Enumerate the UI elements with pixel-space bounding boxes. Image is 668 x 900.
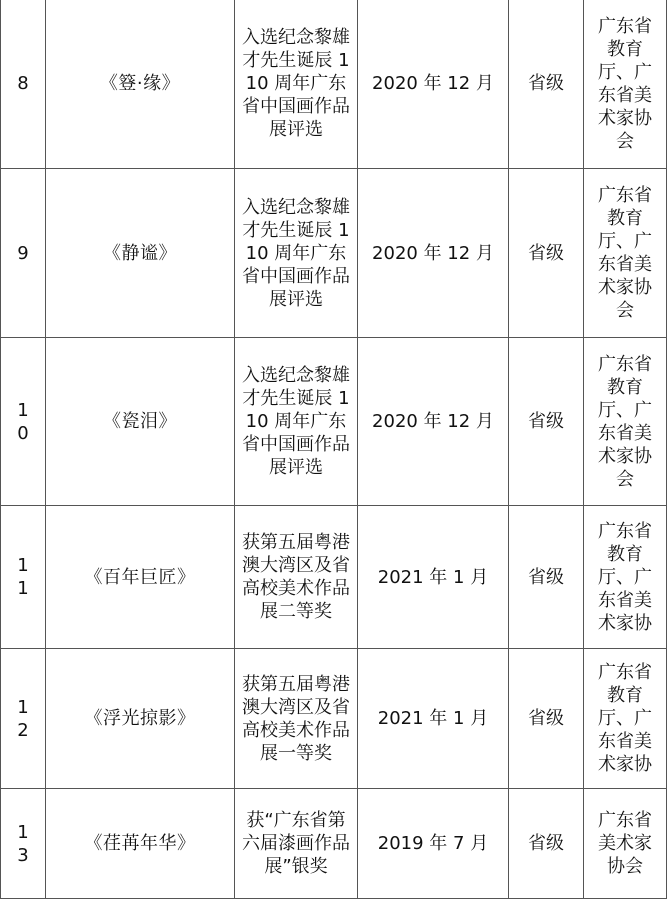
date-cell bbox=[358, 789, 509, 899]
work-title-cell bbox=[46, 506, 235, 649]
award-cell bbox=[235, 789, 358, 899]
organizer-cell bbox=[584, 169, 667, 338]
work-title: 《浮光掠影》 bbox=[84, 708, 196, 729]
row-number: 12 bbox=[17, 696, 29, 741]
row-number-cell bbox=[1, 169, 46, 338]
organizer-cell bbox=[584, 0, 667, 169]
level-cell bbox=[509, 506, 584, 649]
award-level: 省级 bbox=[528, 411, 564, 432]
award-date: 2020 年 12 月 bbox=[372, 242, 494, 264]
award-text: 获“广东省第六届漆画作品展”银奖 bbox=[242, 810, 350, 877]
level-cell bbox=[509, 338, 584, 506]
organizer-cell bbox=[584, 506, 667, 649]
organizer: 广东省教育厅、广东省美术家协会 bbox=[598, 15, 652, 152]
organizer: 广东省教育厅、广东省美术家协 bbox=[598, 662, 652, 775]
award-cell bbox=[235, 506, 358, 649]
award-level: 省级 bbox=[528, 833, 564, 854]
award-date: 2021 年 1 月 bbox=[377, 566, 489, 588]
row-number: 10 bbox=[17, 399, 29, 444]
work-title-cell bbox=[46, 338, 235, 506]
award-date: 2020 年 12 月 bbox=[372, 73, 494, 94]
award-text: 入选纪念黎雄才先生诞辰 110 周年广东省中国画作品展评选 bbox=[242, 365, 350, 478]
award-text: 入选纪念黎雄才先生诞辰 110 周年广东省中国画作品展评选 bbox=[242, 196, 350, 310]
award-date: 2020 年 12 月 bbox=[372, 411, 494, 432]
award-cell bbox=[235, 338, 358, 506]
award-level: 省级 bbox=[528, 242, 564, 264]
award-text: 获第五届粤港澳大湾区及省高校美术作品展一等奖 bbox=[242, 673, 350, 764]
work-title-cell bbox=[46, 649, 235, 789]
level-cell bbox=[509, 649, 584, 789]
organizer: 广东省美术家协会 bbox=[598, 810, 652, 877]
row-number: 9 bbox=[17, 242, 29, 264]
date-cell bbox=[358, 649, 509, 789]
award-cell bbox=[235, 169, 358, 338]
award-cell bbox=[235, 649, 358, 789]
organizer: 广东省教育厅、广东省美术家协会 bbox=[598, 185, 652, 321]
level-cell bbox=[509, 169, 584, 338]
row-number-cell bbox=[1, 506, 46, 649]
row-number-cell bbox=[1, 649, 46, 789]
organizer-cell bbox=[584, 338, 667, 506]
row-number-cell bbox=[1, 0, 46, 169]
organizer-cell bbox=[584, 649, 667, 789]
level-cell bbox=[509, 789, 584, 899]
date-cell bbox=[358, 0, 509, 169]
table-row bbox=[1, 169, 667, 338]
organizer: 广东省教育厅、广东省美术家协会 bbox=[598, 353, 652, 490]
row-number: 11 bbox=[17, 555, 29, 599]
work-title: 《百年巨匠》 bbox=[84, 566, 196, 588]
award-level: 省级 bbox=[528, 566, 564, 588]
row-number: 8 bbox=[17, 73, 29, 94]
date-cell bbox=[358, 169, 509, 338]
work-title: 《簦·缘》 bbox=[99, 73, 181, 94]
table-row bbox=[1, 338, 667, 506]
row-number-cell bbox=[1, 338, 46, 506]
row-number-cell bbox=[1, 789, 46, 899]
table-row bbox=[1, 506, 667, 649]
row-number: 13 bbox=[17, 821, 29, 866]
work-title: 《瓷泪》 bbox=[103, 411, 177, 432]
award-date: 2019 年 7 月 bbox=[377, 833, 489, 854]
work-title: 《静谧》 bbox=[103, 242, 177, 264]
award-text: 获第五届粤港澳大湾区及省高校美术作品展二等奖 bbox=[242, 532, 350, 622]
table-row bbox=[1, 0, 667, 169]
award-date: 2021 年 1 月 bbox=[377, 708, 489, 729]
award-level: 省级 bbox=[528, 73, 564, 94]
table-row bbox=[1, 649, 667, 789]
work-title: 《荏苒年华》 bbox=[84, 833, 196, 854]
table-row bbox=[1, 789, 667, 899]
date-cell bbox=[358, 506, 509, 649]
work-title-cell bbox=[46, 169, 235, 338]
date-cell bbox=[358, 338, 509, 506]
award-level: 省级 bbox=[528, 708, 564, 729]
award-text: 入选纪念黎雄才先生诞辰 110 周年广东省中国画作品展评选 bbox=[242, 27, 350, 140]
organizer-cell bbox=[584, 789, 667, 899]
work-title-cell bbox=[46, 789, 235, 899]
level-cell bbox=[509, 0, 584, 169]
work-title-cell bbox=[46, 0, 235, 169]
organizer: 广东省教育厅、广东省美术家协 bbox=[598, 520, 652, 634]
award-cell bbox=[235, 0, 358, 169]
